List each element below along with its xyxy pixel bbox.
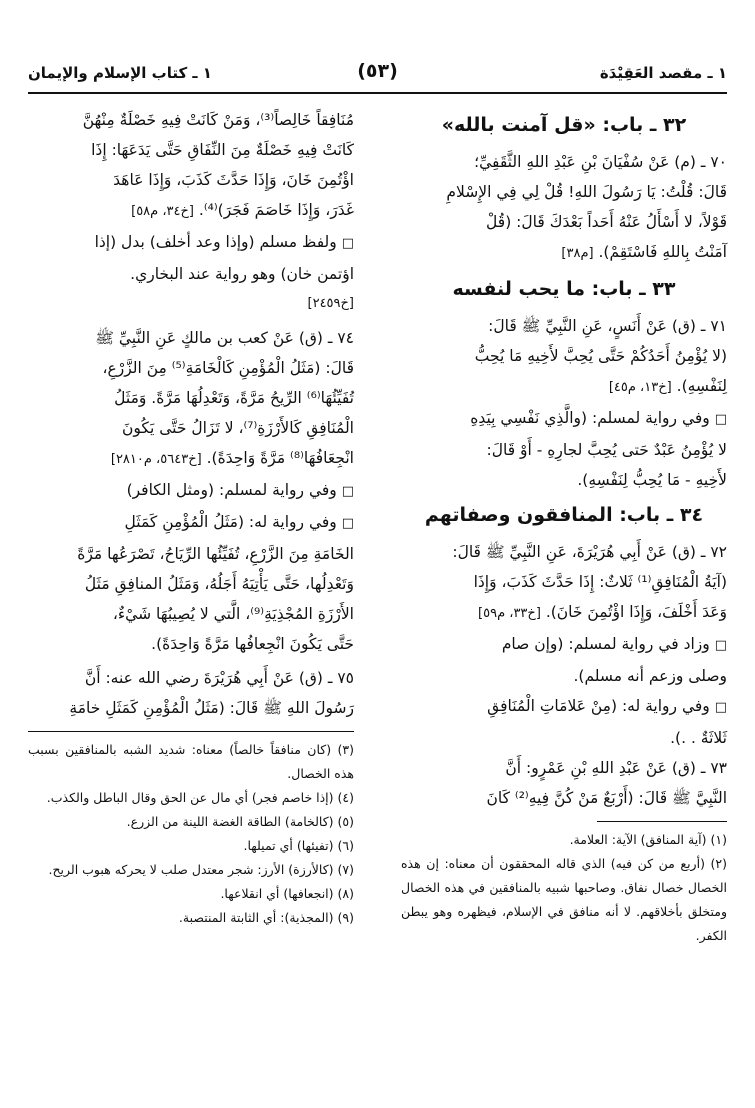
hadith-70-reference: [م٣٨] — [561, 246, 594, 261]
footnote-5: (٥) (كالخامة) الطاقة الغضة اللينة من الزرع. — [126, 814, 354, 829]
square-bullet-icon: □ — [341, 236, 354, 251]
footnote-divider — [28, 731, 354, 732]
hadith-73-variant-line-2: اؤتمن خان) وهو رواية عند البخاري. — [130, 265, 354, 283]
hadith-72-line-2: (آيَةُ الْمُنَافِقِ⁽¹⁾ ثَلاثٌ: إِذَا حَدَّثَ كَذَبَ، وَإِذَا — [473, 573, 727, 591]
footnote-9: (٩) (المجذية): أي الثابتة المنتصبة. — [178, 910, 354, 925]
hadith-73-cont-line-3: اؤْتُمِنَ خَانَ، وَإِذَا حَدَّثَ كَذَبَ، وَإِذَا عَاهَدَ — [113, 171, 354, 189]
footnote-6: (٦) (تفيئها) أي تميلها. — [243, 838, 354, 853]
hadith-75-line-2: رَسُولَ اللهِ ﷺ قَالَ: (مَثَلُ الْمُؤْمِنِ كَمَثَلِ خامَةِ — [69, 699, 354, 717]
hadith-71-variant-line-3: لأَخِيهِ - مَا يُحِبُّ لِنَفْسِهِ). — [577, 471, 727, 489]
right-column — [401, 105, 727, 948]
hadith-74-line-1: ٧٤ ـ (ق) عَنْ كعب بن مالكٍ عَنِ النَّبِيِّ ﷺ — [95, 329, 354, 347]
footnote-3: (٣) (كان منافقاً خالصاً) معناه: شديد الشبه بالمنافقين بسبب هذه الخصال. — [28, 742, 354, 781]
chapter-title-33: ٣٣ ـ باب: ما يحب لنفسه — [452, 278, 676, 300]
hadith-74-variant2-line-3: وَتَعْدِلُها، حَتَّى يَأْتِيَهُ أَجَلُهُ، وَمَثَلُ المنافِقِ مَثَلُ — [84, 575, 354, 593]
hadith-74-line-5: انْجِعَافُهَا⁽⁸⁾ مَرَّةً وَاحِدَةً). [خ٥٦٤٣، م٢٨١٠] — [110, 449, 354, 467]
footnote-7: (٧) (كالأرزة) الأرز: شجر معتدل صلب لا يحركه هبوب الريح. — [48, 862, 354, 877]
footnote-8: (٨) (انجعافها) أي انقلاعها. — [220, 886, 354, 901]
hadith-71-line-3: لِنَفْسِهِ). [خ١٣، م٤٥] — [608, 377, 727, 395]
hadith-75-line-1: ٧٥ ـ (ق) عَنْ أَبِي هُرَيْرَةَ رضي الله عنه: أَنَّ — [84, 669, 354, 687]
hadith-70-line-4: آمَنْتُ بِاللهِ فَاسْتَقِمْ). [م٣٨] — [561, 243, 727, 261]
hadith-73-variant-reference: [خ٢٤٥٩] — [307, 296, 354, 311]
page-header — [28, 58, 727, 94]
hadith-74-line-3: تُفَيِّئُهَا⁽⁶⁾ الرِّيحُ مَرَّةً، وَتَعْدِلُهَا مَرَّةً. وَمَثَلُ — [114, 389, 354, 407]
hadith-72-variant2-line-2: ثَلاثَةٌ . .). — [670, 729, 727, 747]
hadith-72-variant-line-1: □ وزاد في رواية لمسلم: (وإن صام — [501, 635, 727, 653]
hadith-72-line-1: ٧٢ ـ (ق) عَنْ أَبِي هُرَيْرَةَ، عَنِ النَّبِيِّ ﷺ قَالَ: — [452, 543, 727, 561]
left-column — [28, 105, 354, 930]
header-section-title: ١ ـ مقصد العَقِيْدَة — [599, 64, 727, 82]
hadith-74-variant-line-1: □ وفي رواية لمسلم: (ومثل الكافر) — [126, 481, 354, 499]
hadith-74-line-4: الْمُنَافِقِ كَالأَرْزَةِ⁽⁷⁾، لا تَزَالُ حَتَّى يَكُونَ — [122, 419, 354, 437]
hadith-72-variant2-line-1: □ وفي رواية له: (مِنْ عَلامَاتِ الْمُنَافِقِ — [487, 697, 727, 715]
header-book-title: ١ ـ كتاب الإسلام والإيمان — [28, 64, 212, 82]
hadith-70-line-1: ٧٠ ـ (م) عَنْ سُفْيَانَ بْنِ عَبْدِ اللهِ الثَّقَفِيِّ؛ — [474, 153, 727, 171]
hadith-73-line-2: النَّبِيَّ ﷺ قَالَ: (أَرْبَعٌ مَنْ كُنَّ فِيهِ⁽²⁾ كَانَ — [486, 789, 727, 807]
footnote-divider — [597, 821, 727, 822]
square-bullet-icon: □ — [341, 484, 354, 499]
hadith-71-variant-line-2: لا يُؤْمِنُ عَبْدٌ حَتى يُحِبَّ لجارِهِ - أَوْ قَالَ: — [486, 441, 727, 459]
hadith-73-reference: [خ٣٤، م٥٨] — [131, 204, 194, 219]
right-footnotes — [401, 828, 727, 948]
chapter-title-34: ٣٤ ـ باب: المنافقون وصفاتهم — [424, 504, 704, 526]
square-bullet-icon: □ — [714, 700, 727, 715]
hadith-71-variant-line-1: □ وفي رواية لمسلم: (والَّذِي نَفْسِي بِيَدِهِ — [470, 409, 727, 427]
square-bullet-icon: □ — [341, 516, 354, 531]
hadith-73-line-1: ٧٣ ـ (ق) عَنْ عَبْدِ اللهِ بْنِ عَمْرٍو: أَنَّ — [505, 759, 727, 777]
hadith-73-cont-line-4: غَدَرَ، وَإِذَا خَاصَمَ فَجَرَ)⁽⁴⁾. [خ٣٤، م٥٨] — [131, 201, 354, 219]
hadith-74-reference: [خ٥٦٤٣، م٢٨١٠] — [110, 452, 202, 467]
footnote-4: (٤) (إذا خاصم فجر) أي مال عن الحق وقال الباطل والكذب. — [46, 790, 354, 805]
square-bullet-icon: □ — [714, 638, 727, 653]
hadith-74-variant2-line-4: الأَرْزَةِ المُجْذِيَةِ⁽⁹⁾، الَّتي لا يُصِيبُهَا شَيْءٌ، — [112, 605, 354, 623]
chapter-title-32: ٣٢ ـ باب: «قل آمنت بالله» — [441, 114, 687, 136]
footnote-1: (١) (آية المنافق) الآية: العلامة. — [569, 832, 727, 847]
hadith-73-cont-line-1: مُنَافِقاً خَالِصاً⁽³⁾، وَمَنْ كَانَتْ فِيهِ خَصْلَةٌ مِنْهُنَّ — [82, 111, 354, 129]
hadith-74-variant2-line-2: الخَامَةِ مِنَ الزَّرْعِ، تُفَيِّئُها الرِّيَاحُ، تَصْرَعُها مَرَّةً — [77, 545, 354, 563]
hadith-73-variant-line-1: □ ولفظ مسلم (وإذا وعد أخلف) بدل (إذا — [94, 233, 354, 251]
hadith-72-variant-line-2: وصلى وزعم أنه مسلم). — [573, 667, 727, 685]
hadith-71-line-1: ٧١ ـ (ق) عَنْ أَنَسٍ، عَنِ النَّبِيِّ ﷺ قَالَ: — [488, 317, 727, 335]
left-footnotes — [28, 738, 354, 930]
square-bullet-icon: □ — [714, 412, 727, 427]
hadith-70-line-3: قَوْلاً، لا أَسْأَلُ عَنْهُ أَحَداً بَعْدَكَ قَالَ: (قُلْ — [486, 213, 727, 231]
hadith-71-line-2: (لا يُؤْمِنُ أَحَدُكُمْ حَتَّى يُحِبَّ لأَخِيهِ مَا يُحِبُّ — [474, 347, 727, 365]
hadith-74-line-2: قَالَ: (مَثَلُ الْمُؤْمِنِ كَالْخَامَةِ⁽⁵⁾ مِنَ الزَّرْعِ، — [102, 359, 354, 377]
footnote-2: (٢) (أربع من كن فيه) الذي قاله المحققون أن معناه: إن هذه الخصال خصال نفاق. وصاحبها شبيه بالمنافقين في هذه الخصال ومتخلق بأخلاقهم. لا أنه منافق في الإسلام، فيظهره وهو يبطن الكفر. — [401, 856, 727, 943]
hadith-73-cont-line-2: كَانَتْ فِيهِ خَصْلَةٌ مِنَ النِّفَاقِ حَتَّى يَدَعَهَا: إِذَا — [91, 141, 354, 159]
hadith-74-variant2-line-5: حَتَّى يَكُونَ انْجِعافُها مَرَّةً وَاحِدَةً). — [151, 635, 354, 653]
hadith-70-line-2: قَالَ: قُلْتُ: يَا رَسُولَ اللهِ! قُلْ لِي فِي الإِسْلامِ — [446, 183, 727, 201]
hadith-71-reference: [خ١٣، م٤٥] — [608, 380, 672, 395]
hadith-72-line-3: وَعَدَ أَخْلَفَ، وَإِذَا اؤْتُمِنَ خَانَ). [خ٣٣، م٥٩] — [478, 603, 727, 621]
page-number: (٥٣) — [357, 60, 398, 82]
hadith-72-reference: [خ٣٣، م٥٩] — [478, 606, 541, 621]
hadith-74-variant2-line-1: □ وفي رواية له: (مَثَلُ الْمُؤْمِنِ كَمَثَلِ — [124, 513, 354, 531]
